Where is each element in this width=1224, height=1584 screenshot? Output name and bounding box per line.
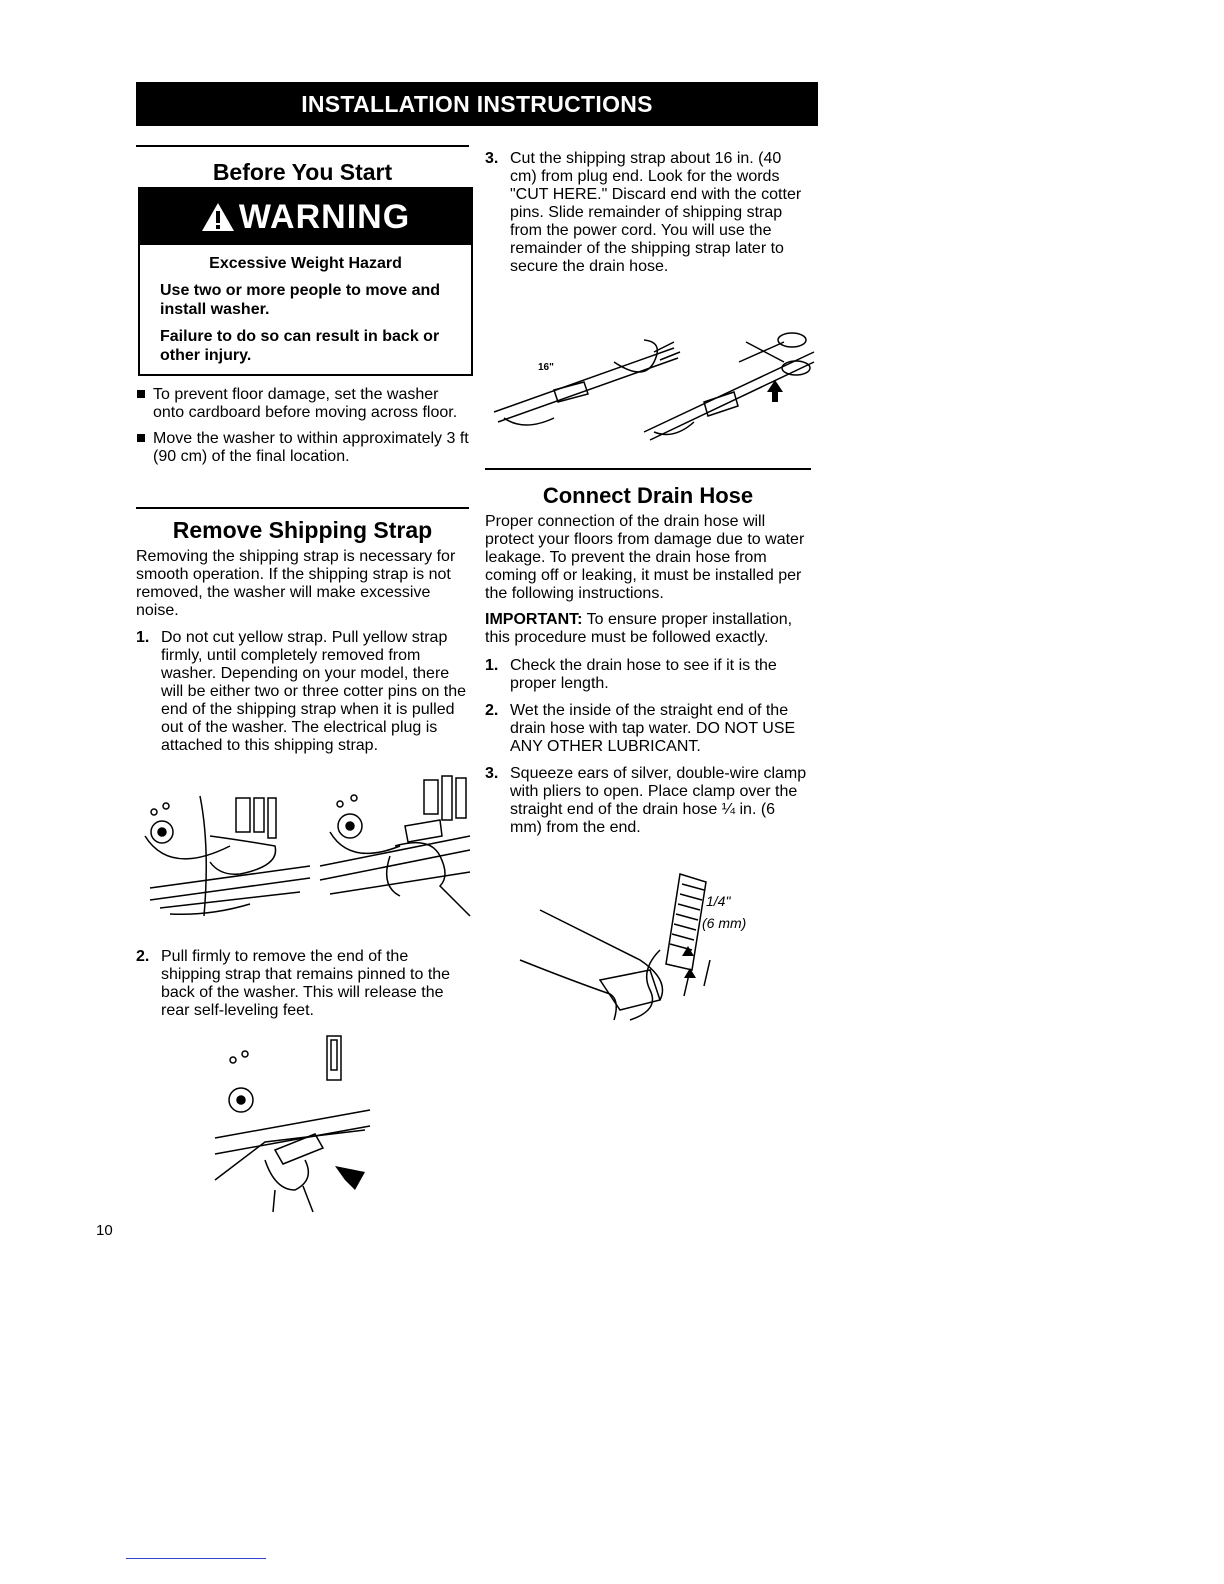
step-text: Check the drain hose to see if it is the proper length. xyxy=(510,657,777,692)
drain-hose-clamp-illustration xyxy=(510,870,770,1030)
arrow-icon xyxy=(335,1166,365,1190)
step-item xyxy=(485,657,811,693)
remove-strap-section xyxy=(136,507,469,755)
remove-strap-intro: Removing the shipping strap is necessary for smooth operation. If the shipping strap is not removed, the washer will make excessive noise. xyxy=(136,548,456,619)
rear-strap-illustration xyxy=(205,1030,375,1216)
section-rule xyxy=(136,507,469,509)
section-rule xyxy=(485,468,811,470)
remove-strap-heading: Remove Shipping Strap xyxy=(172,517,433,543)
bullet-square-icon xyxy=(137,390,145,398)
step-item xyxy=(485,150,811,276)
page-header-title: INSTALLATION INSTRUCTIONS xyxy=(301,90,653,117)
remove-step-2 xyxy=(136,948,469,1020)
warning-line-2: Failure to do so can result in back or other injury. xyxy=(160,328,440,364)
step-item xyxy=(136,629,469,755)
step-number: 1. xyxy=(485,657,499,674)
warning-triangle-icon xyxy=(201,202,235,232)
step-number: 3. xyxy=(485,765,499,782)
before-bullets xyxy=(136,386,469,466)
step-text: Cut the shipping strap about 16 in. (40 cm) from plug end. Look for the words "CUT HERE." Discard end with the cotter pins. Slide remainder of shipping strap from the power cord. You will use the remainder of the shipping strap later to secure the drain hose. xyxy=(510,150,802,275)
step-number: 3. xyxy=(485,150,499,167)
warning-title: WARNING xyxy=(238,197,411,236)
bullet-item xyxy=(136,386,469,422)
warning-header xyxy=(140,189,471,245)
step-number: 2. xyxy=(485,702,499,719)
connect-drain-section xyxy=(485,468,811,837)
warning-hazard: Excessive Weight Hazard xyxy=(209,255,402,272)
bullet-square-icon xyxy=(137,434,145,442)
important-label: IMPORTANT: xyxy=(485,611,583,628)
bullet-text: Move the washer to within approximately 3 ft (90 cm) of the final location. xyxy=(153,430,469,465)
before-you-start-heading: Before You Start xyxy=(212,159,393,185)
page-number: 10 xyxy=(96,1222,113,1239)
section-rule xyxy=(136,145,469,147)
important-text: To ensure proper installation, this procedure must be followed exactly. xyxy=(485,611,793,646)
cut-strap-illustration xyxy=(484,322,814,440)
remove-step-3 xyxy=(485,150,811,276)
arrow-up-icon xyxy=(684,968,696,978)
pull-strap-illustration xyxy=(140,776,470,940)
connect-drain-heading: Connect Drain Hose xyxy=(542,483,754,508)
step-item xyxy=(485,702,811,756)
step-item xyxy=(485,765,811,837)
step-text: Do not cut yellow strap. Pull yellow strap firmly, until completely removed from washer. Depending on your model, there will be either two or three cotter pins on the end of the shipping strap when it is pulled out of the washer. The electrical plug is attached to this shipping strap. xyxy=(161,629,467,754)
step-text: Wet the inside of the straight end of the drain hose with tap water. DO NOT USE ANY OTHER LUBRICANT. xyxy=(510,702,796,755)
clamp-distance-mm: (6 mm) xyxy=(702,915,747,931)
bullet-text: To prevent floor damage, set the washer onto cardboard before moving across floor. xyxy=(153,386,458,421)
page-header-banner xyxy=(136,82,818,126)
warning-box xyxy=(138,187,473,376)
step-text: Squeeze ears of silver, double-wire clamp with pliers to open. Place clamp over the straight end of the drain hose ¼ in. (6 mm) from the end. xyxy=(510,765,807,836)
step-number: 2. xyxy=(136,948,150,965)
strap-length-label: 16" xyxy=(538,362,554,373)
step-text: Pull firmly to remove the end of the shipping strap that remains pinned to the back of the washer. This will release the rear self-leveling feet. xyxy=(161,948,451,1019)
footer-link-line xyxy=(126,1558,266,1559)
step-number: 1. xyxy=(136,629,150,646)
drain-important xyxy=(485,611,811,647)
before-you-start-section xyxy=(136,145,469,186)
bullet-item xyxy=(136,430,469,466)
drain-intro: Proper connection of the drain hose will protect your floors from damage due to water leakage. To prevent the drain hose from coming off or leaking, it must be installed per the following instructions. xyxy=(485,513,805,602)
step-item xyxy=(136,948,469,1020)
warning-line-1: Use two or more people to move and install washer. xyxy=(160,282,441,318)
clamp-distance-inches: 1/4" xyxy=(706,893,731,909)
